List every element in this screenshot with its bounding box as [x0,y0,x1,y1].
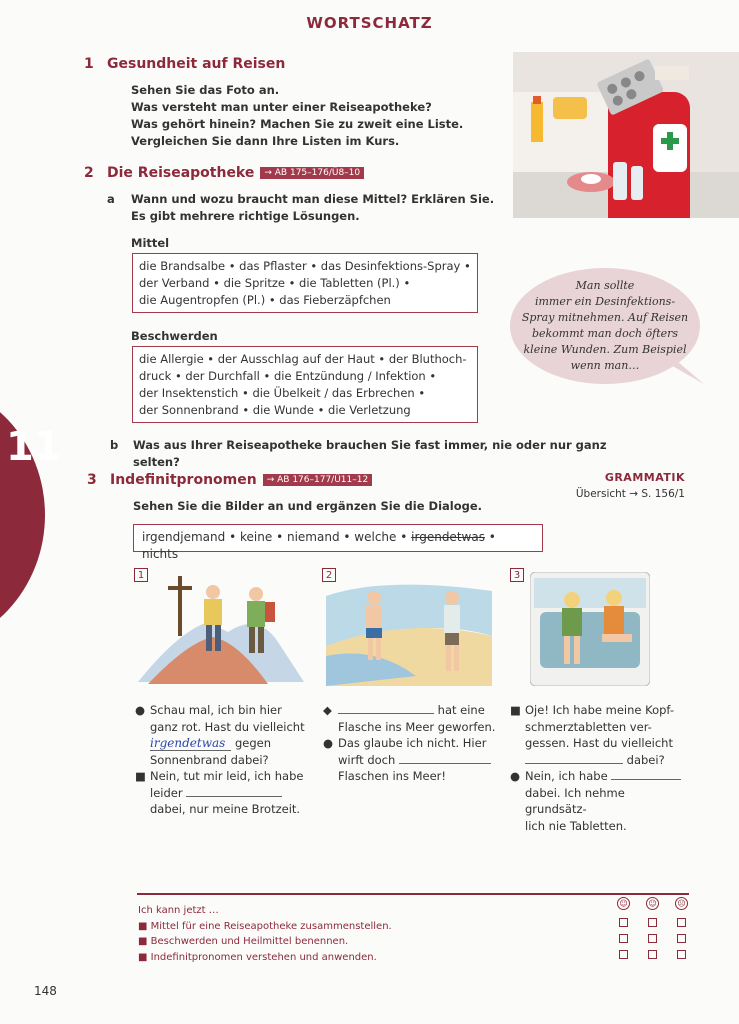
picture-2-number: 2 [322,568,336,582]
mittel-box: die Brandsalbe • das Pflaster • das Desinfektions-Spray • der Verband • die Spritze • die Tabletten (Pl.) • die Augentropfen (Pl.) • das Fieberzäpfchen [132,253,478,313]
illustration-bus [530,572,650,686]
can-do-item: ■ Mittel für eine Reiseapotheke zusammenstellen. [138,920,392,932]
speech-bubble-text: Man sollte immer ein Desinfektions- Spray mitnehmen. Auf Reisen bekommt man doch öfters kleine Wunden. Zum Beispiel wenn man… [521,279,689,372]
can-do-list [138,903,538,965]
chapter-tab [0,380,45,650]
picture-3-number: 3 [510,568,524,582]
bullet-diamond-icon: ◆ [323,703,332,717]
can-do-title: Ich kann jetzt … [138,905,219,916]
bullet-square-icon: ■ [135,769,146,783]
can-do-divider [137,893,689,895]
can-do-item: ■ Indefinitpronomen verstehen und anwenden. [138,951,377,963]
task-a-letter: a [107,192,115,206]
illustration-hikers [138,572,304,688]
bullet-square-icon: ■ [510,703,521,717]
checkbox[interactable] [677,918,686,927]
mittel-label: Mittel [131,236,170,250]
grammatik-label: GRAMMATIK [604,471,685,484]
checkbox[interactable] [648,950,657,959]
picture-1-number: 1 [134,568,148,582]
answer-blank[interactable] [611,768,681,780]
checkbox[interactable] [619,950,628,959]
checkbox[interactable] [677,950,686,959]
section-1-number: 1 [84,56,94,72]
dialogue-2: ◆ hat eine Flasche ins Meer geworfen. ● Das glaube ich nicht. Hier wirft doch Flaschen ins Meer! [323,703,496,783]
section-3-title: Indefinitpronomen [110,472,257,488]
checkbox[interactable] [677,934,686,943]
beschwerden-label: Beschwerden [131,329,218,343]
beschwerden-box: die Allergie • der Ausschlag auf der Haut • der Bluthoch- druck • der Durchfall • die Entzündung / Infektion • der Insektenstich • die Übelkeit / das Erbrechen • der Sonnenbrand • die Wunde • die Verletzung [132,346,478,423]
sad-face-icon: ☹ [675,897,688,910]
section-2-title-row [107,165,364,181]
section-1-title: Gesundheit auf Reisen [107,56,286,72]
section-3-instruction: Sehen Sie die Bilder an und ergänzen Sie die Dialoge. [133,499,483,513]
happy-face-icon: ☺ [617,897,630,910]
handwritten-answer: irgendetwas [150,736,231,751]
chapter-number: 11 [6,424,62,470]
task-a-text: Wann und wozu braucht man diese Mittel? Erklären Sie. Es gibt mehrere richtige Lösungen. [131,192,495,223]
section-1-text: Sehen Sie das Foto an. Was versteht man unter einer Reiseapotheke? Was gehört hinein? Machen Sie zu zweit eine Liste. Vergleichen Sie dann Ihre Listen im Kurs. [131,83,464,148]
answer-blank[interactable] [399,752,491,764]
pronoun-word-box: irgendjemand • keine • niemand • welche • irgendetwas • nichts [133,524,543,552]
section-3-title-row [110,472,372,488]
answer-blank[interactable] [338,702,434,714]
can-do-item: ■ Beschwerden und Heilmittel benennen. [138,936,349,947]
bullet-circle-icon: ● [510,769,521,783]
section-3-number: 3 [87,472,97,488]
checkbox[interactable] [619,918,628,927]
task-b-text: Was aus Ihrer Reiseapotheke brauchen Sie fast immer, nie oder nur ganz selten? [133,438,607,469]
grammatik-ref: Übersicht → S. 156/1 [575,488,685,500]
first-aid-kit-photo [513,52,739,218]
checkbox[interactable] [648,934,657,943]
section-2-ref: → AB 175–176/Ü8–10 [260,167,364,179]
crossed-out-word: irgendetwas [411,530,485,544]
neutral-face-icon: ☺ [646,897,659,910]
bullet-circle-icon: ● [323,736,334,750]
dialogue-3: ■ Oje! Ich habe meine Kopf- schmerztabletten ver- gessen. Hast du vielleicht dabei? ● Nein, ich habe dabei. Ich nehme grundsätz- lich nie Tabletten. [510,702,690,834]
bullet-circle-icon: ● [135,703,146,717]
illustration-beach [326,576,492,686]
checkbox[interactable] [619,934,628,943]
section-2-title: Die Reiseapotheke [107,165,255,181]
page-title: WORTSCHATZ [306,14,433,32]
answer-blank[interactable] [186,785,282,797]
answer-blank[interactable] [525,752,623,764]
section-3-ref: → AB 176–177/Ü11–12 [263,474,372,486]
checkbox[interactable] [648,918,657,927]
dialogue-1: ● Schau mal, ich bin hier ganz rot. Hast du vielleicht irgendetwas gegen Sonnenbrand dabei? ■ Nein, tut mir leid, ich habe leider dabei, nur meine Brotzeit. [135,703,305,816]
task-b-letter: b [110,438,119,452]
section-2-number: 2 [84,165,94,181]
page-number: 148 [34,984,57,998]
